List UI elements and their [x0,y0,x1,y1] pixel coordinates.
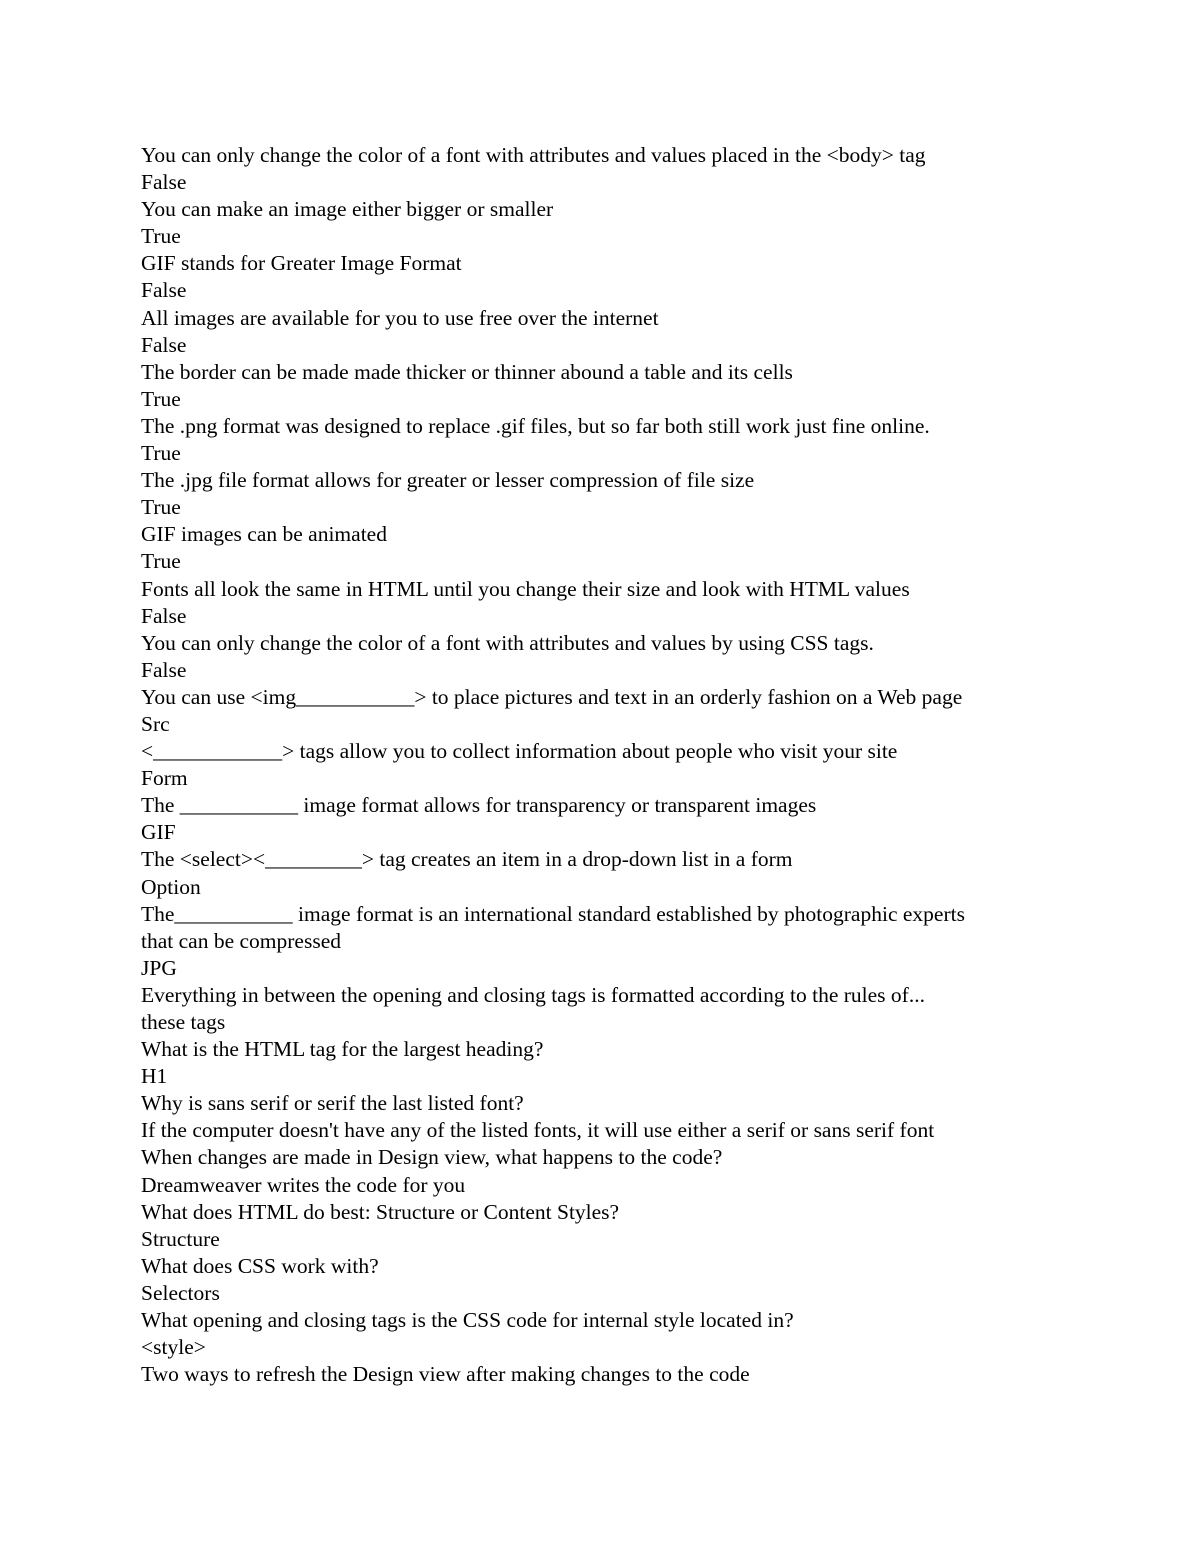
answer-line: True [141,441,181,466]
question-line: Fonts all look the same in HTML until you change their size and look with HTML values [141,576,910,601]
question-line: You can use <img___________> to place pictures and text in an orderly fashion on a Web page [141,684,963,709]
question-line: Everything in between the opening and closing tags is formatted according to the rules of... [141,982,925,1007]
question-line: GIF stands for Greater Image Format [141,251,462,276]
answer-line: True [141,495,181,520]
question-line: All images are available for you to use free over the internet [141,305,659,330]
question-line: What is the HTML tag for the largest heading? [141,1037,544,1062]
answer-line: Form [141,766,188,791]
question-line: The___________ image format is an international standard established by photographic experts [141,901,965,926]
answer-line: False [141,657,187,682]
question-line: What does CSS work with? [141,1253,379,1278]
question-line: You can only change the color of a font with attributes and values by using CSS tags. [141,630,874,655]
question-line: The .jpg file format allows for greater or lesser compression of file size [141,468,755,493]
question-line: The <select><_________> tag creates an item in a drop-down list in a form [141,847,793,872]
question-line: that can be compressed [141,928,341,953]
answer-line: True [141,224,181,249]
answer-line: False [141,603,187,628]
question-line: You can only change the color of a font with attributes and values placed in the <body> tag [141,143,926,167]
answer-line: False [141,278,187,303]
answer-line: Src [141,711,170,736]
question-line: Why is sans serif or serif the last listed font? [141,1091,524,1116]
answer-line: True [141,549,181,574]
answer-line: False [141,332,187,357]
answer-line: False [141,170,187,195]
answer-line: Selectors [141,1280,220,1305]
document-body [141,142,1101,1388]
answer-line: Dreamweaver writes the code for you [141,1172,466,1197]
question-line: GIF images can be animated [141,522,387,547]
answer-line: JPG [141,955,177,980]
question-line: <____________> tags allow you to collect information about people who visit your site [141,739,898,764]
answer-line: Option [141,874,201,899]
answer-line: If the computer doesn't have any of the listed fonts, it will use either a serif or sans serif font [141,1118,935,1143]
question-line: The .png format was designed to replace .gif files, but so far both still work just fine online. [141,413,930,438]
question-line: What opening and closing tags is the CSS code for internal style located in? [141,1308,794,1333]
answer-line: True [141,386,181,411]
question-line: You can make an image either bigger or smaller [141,197,554,222]
answer-line: H1 [141,1064,168,1089]
answer-line: <style> [141,1335,206,1360]
question-line: The ___________ image format allows for transparency or transparent images [141,793,817,818]
answer-line: these tags [141,1010,226,1034]
answer-line: Structure [141,1226,220,1251]
question-line: What does HTML do best: Structure or Content Styles? [141,1199,620,1224]
question-line: The border can be made made thicker or thinner abound a table and its cells [141,359,793,384]
question-line: Two ways to refresh the Design view after making changes to the code [141,1362,750,1387]
answer-line: GIF [141,820,176,845]
question-line: When changes are made in Design view, what happens to the code? [141,1145,723,1170]
